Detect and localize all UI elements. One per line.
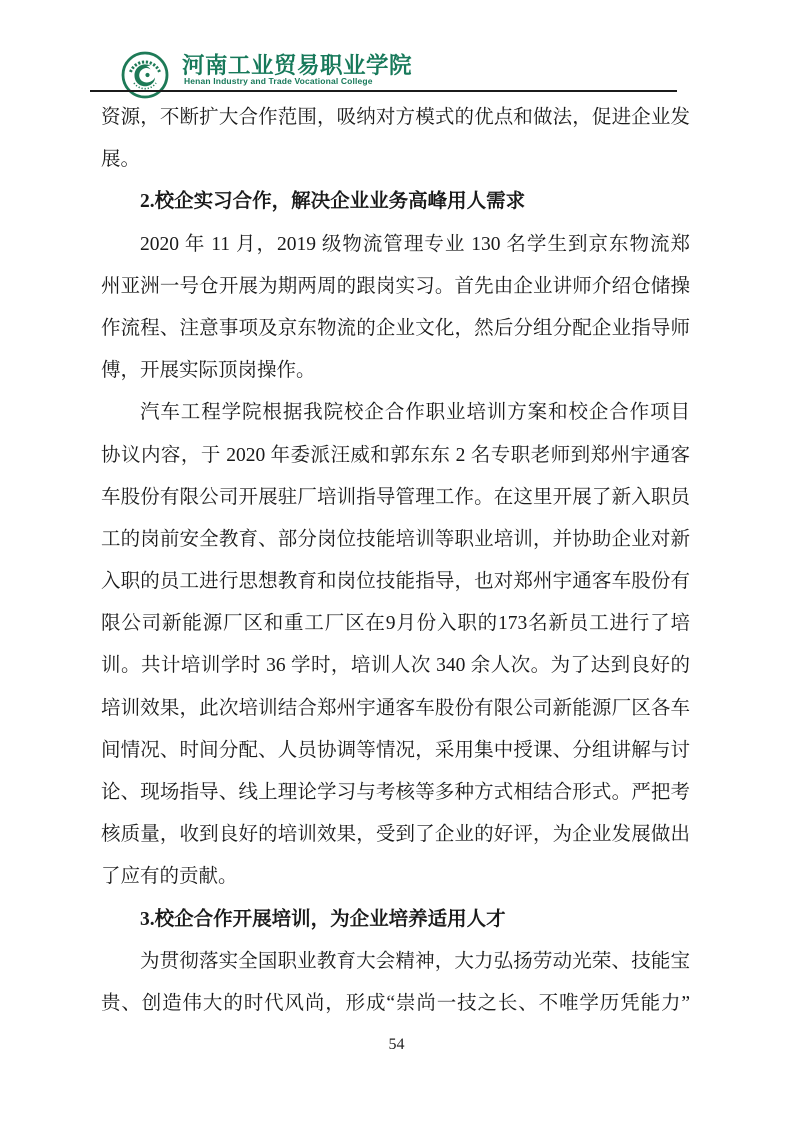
text-line: 傅，开展实际顶岗操作。 (101, 360, 316, 382)
text-line: 训。共计培训学时 36 学时，培训人次 340 余人次。为了达到良好的 (101, 655, 690, 677)
header-rule (90, 90, 677, 92)
paragraph (101, 941, 690, 1025)
paragraph (101, 97, 690, 181)
text-line: 资源，不断扩大合作范围，吸纳对方模式的优点和做法，促进企业发 (101, 107, 690, 128)
section-heading (101, 899, 690, 941)
text-line: 汽车工程学院根据我院校企合作职业培训方案和校企合作项目 (140, 402, 690, 424)
paragraph (101, 224, 690, 393)
text-line: 间情况、时间分配、人员协调等情况，采用集中授课、分组讲解与讨 (101, 739, 690, 761)
text-line: 限公司新能源厂区和重工厂区在9月份入职的173名新员工进行了培 (101, 613, 690, 635)
text-line: 贵、创造伟大的时代风尚，形成“崇尚一技之长、不唯学历凭能力” (101, 992, 690, 1014)
paragraph (101, 392, 690, 898)
college-name: 河南工业贸易职业学院 (182, 53, 413, 78)
college-name-english: Henan Industry and Trade Vocational College (184, 76, 373, 86)
section-heading (101, 181, 690, 223)
text-line: 核质量，收到良好的培训效果，受到了企业的好评，为企业发展做出 (101, 824, 690, 846)
document-body (101, 97, 690, 1025)
text-line: 协议内容，于 2020 年委派汪威和郭东东 2 名专职老师到郑州宇通客 (101, 444, 690, 466)
text-line: 作流程、注意事项及京东物流的企业文化，然后分组分配企业指导师 (101, 317, 690, 339)
text-line: 3.校企合作开展培训，为企业培养适用人才 (140, 908, 506, 930)
text-line: 展。 (101, 149, 141, 171)
text-line: 入职的员工进行思想教育和岗位技能指导，也对郑州宇通客车股份有 (101, 571, 690, 593)
text-line: 了应有的贡献。 (101, 866, 238, 888)
text-line: 车股份有限公司开展驻厂培训指导管理工作。在这里开展了新入职员 (101, 486, 690, 508)
text-line: 州亚洲一号仓开展为期两周的跟岗实习。首先由企业讲师介绍仓储操 (101, 275, 690, 297)
text-line: 2020 年 11 月，2019 级物流管理专业 130 名学生到京东物流郑 (140, 233, 690, 255)
page-number: 54 (388, 1036, 405, 1053)
text-line: 工的岗前安全教育、部分岗位技能培训等职业培训，并协助企业对新 (101, 528, 690, 550)
text-line: 为贯彻落实全国职业教育大会精神，大力弘扬劳动光荣、技能宝 (140, 950, 690, 972)
text-line: 2.校企实习合作，解决企业业务高峰用人需求 (140, 191, 526, 213)
text-line: 培训效果，此次培训结合郑州宇通客车股份有限公司新能源厂区各车 (101, 697, 690, 719)
text-line: 论、现场指导、线上理论学习与考核等多种方式相结合形式。严把考 (101, 782, 690, 803)
